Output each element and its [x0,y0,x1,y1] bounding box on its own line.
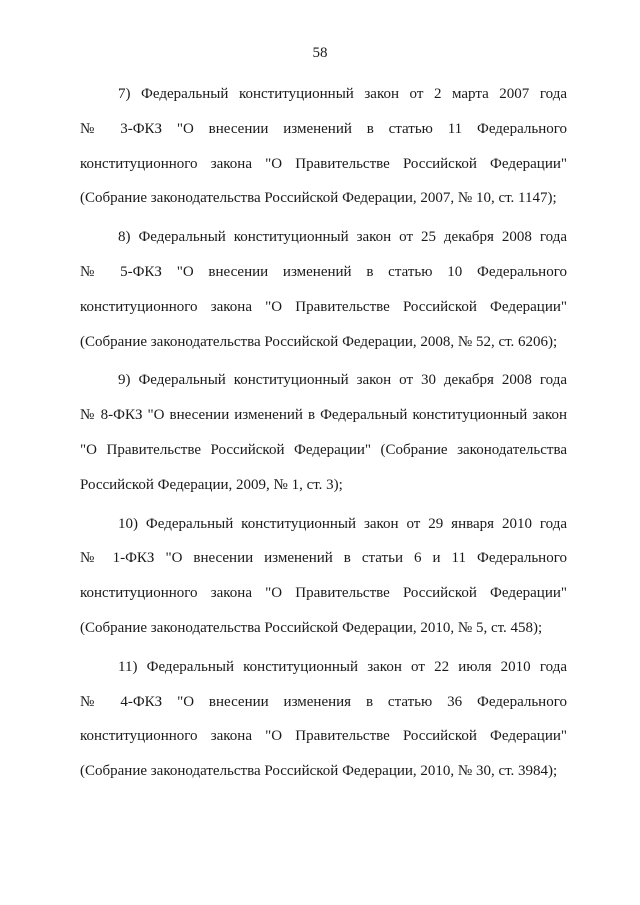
text-line: 8) Федеральный конституционный закон от 25 декабря 2008 года [118,229,567,246]
text-line: № 5-ФКЗ "О внесении изменений в статью 10 Федерального [80,263,567,280]
page-number: 58 [312,45,328,61]
list-item-8 [80,220,567,359]
text-line: конституционного закона "О Правительстве Российской Федерации" [80,298,567,315]
text-line: конституционного закона "О Правительстве Российской Федерации" [80,585,567,602]
text-line: конституционного закона "О Правительстве Российской Федерации" [80,728,567,745]
text-line: (Собрание законодательства Российской Федерации, 2008, № 52, ст. 6206); [80,333,558,350]
text-line: конституционного закона "О Правительстве Российской Федерации" [80,155,567,172]
text-line: № 4-ФКЗ "О внесении изменения в статью 36 Федерального [80,693,567,710]
text-line: 11) Федеральный конституционный закон от 22 июля 2010 года [118,658,567,675]
list-item-7 [80,77,567,216]
text-line: 9) Федеральный конституционный закон от 30 декабря 2008 года [118,372,567,389]
list-item-9 [80,363,567,502]
list-item-10 [80,507,567,646]
text-line: № 8-ФКЗ "О внесении изменений в Федеральный конституционный закон [80,407,567,424]
text-line: 10) Федеральный конституционный закон от 29 января 2010 года [118,515,567,532]
list-item-11 [80,650,567,789]
text-line: (Собрание законодательства Российской Федерации, 2010, № 5, ст. 458); [80,619,543,636]
text-line: № 1-ФКЗ "О внесении изменений в статьи 6 и 11 Федерального [80,550,567,567]
document-body [80,77,567,793]
text-line: 7) Федеральный конституционный закон от 2 марта 2007 года [118,86,567,102]
text-line: № 3-ФКЗ "О внесении изменений в статью 11 Федерального [80,120,567,137]
text-line: (Собрание законодательства Российской Федерации, 2010, № 30, ст. 3984); [80,763,558,780]
text-line: Российской Федерации, 2009, № 1, ст. 3); [80,476,343,493]
text-line: "О Правительстве Российской Федерации" (Собрание законодательства [80,441,567,458]
text-line: (Собрание законодательства Российской Федерации, 2007, № 10, ст. 1147); [80,190,557,207]
